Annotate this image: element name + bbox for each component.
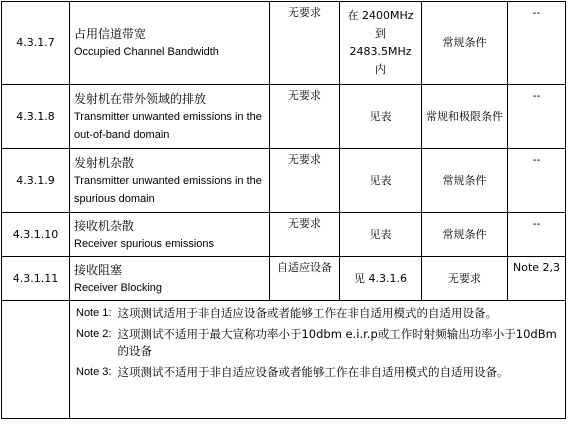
note-label: Note 3: [76, 366, 112, 378]
clause-number: 4.3.1.11 [2, 257, 70, 301]
requirement-cell: 无要求 [270, 149, 340, 213]
clause-number: 4.3.1.9 [2, 149, 70, 213]
condition-cell: 常规条件 [422, 2, 508, 85]
test-item [70, 257, 270, 301]
frequency-cell: 见 4.3.1.6 [340, 257, 422, 301]
note-item [76, 364, 559, 381]
notes-spacer-cell [2, 301, 70, 419]
condition-cell: 常规条件 [422, 213, 508, 257]
table-row [2, 257, 566, 301]
requirement-cell: 自适应设备 [270, 257, 340, 301]
test-title-cn: 占用信道带宽 [74, 27, 147, 41]
requirement-cell: 无要求 [270, 85, 340, 149]
frequency-cell: 在 2400MHz 到 2483.5MHz 内 [340, 2, 422, 85]
note-ref-cell: -- [508, 85, 566, 149]
test-title-cn: 接收机杂散 [74, 218, 135, 233]
test-item [70, 149, 270, 213]
requirement-cell: 无要求 [270, 213, 340, 257]
clause-number: 4.3.1.10 [2, 213, 70, 257]
notes-cell [70, 301, 566, 419]
note-label: Note 2: [76, 328, 112, 340]
test-item [70, 213, 270, 257]
test-item [70, 2, 270, 85]
frequency-cell: 见表 [340, 149, 422, 213]
frequency-cell: 见表 [340, 85, 422, 149]
note-text: 这项测试不适用于非自适应设备或者能够工作在非自适用模式的自适用设备。 [117, 365, 509, 379]
spec-table [1, 1, 566, 419]
test-title-cn: 接收阻塞 [74, 262, 123, 277]
test-title-en: Occupied Channel Bandwidth [74, 46, 219, 58]
note-item [76, 305, 559, 322]
condition-cell: 常规条件 [422, 149, 508, 213]
test-item [70, 85, 270, 149]
condition-cell: 无要求 [422, 257, 508, 301]
clause-number: 4.3.1.8 [2, 85, 70, 149]
test-title-en: Receiver spurious emissions [74, 237, 214, 250]
test-title-en: Receiver Blocking [74, 281, 163, 294]
table-row [2, 213, 566, 257]
note-ref-cell: -- [508, 2, 566, 85]
notes-row [2, 301, 566, 419]
test-title-en: Transmitter unwanted emissions in the out-of-band domain [74, 110, 262, 141]
frequency-cell: 见表 [340, 213, 422, 257]
requirement-cell: 无要求 [270, 2, 340, 85]
note-text: 这项测试适用于非自适应设备或者能够工作在非自适用模式的自适用设备。 [117, 306, 497, 320]
condition-cell: 常规和极限条件 [422, 85, 508, 149]
note-text: 这项测试不适用于最大宣称功率小于10dbm e.i.r.p或工作时射频输出功率小于10dBm的设备 [117, 327, 557, 358]
note-item [76, 326, 559, 360]
table-row [2, 85, 566, 149]
note-ref-cell: -- [508, 213, 566, 257]
table-row [2, 149, 566, 213]
clause-number: 4.3.1.7 [2, 2, 70, 85]
test-title-en: Transmitter unwanted emissions in the spurious domain [74, 174, 262, 205]
test-title-cn: 发射机杂散 [74, 155, 135, 170]
table-row [2, 2, 566, 85]
note-ref-cell: Note 2,3 [508, 257, 566, 301]
test-title-cn: 发射机在带外领域的排放 [74, 91, 207, 106]
note-label: Note 1: [76, 307, 112, 319]
note-ref-cell: -- [508, 149, 566, 213]
